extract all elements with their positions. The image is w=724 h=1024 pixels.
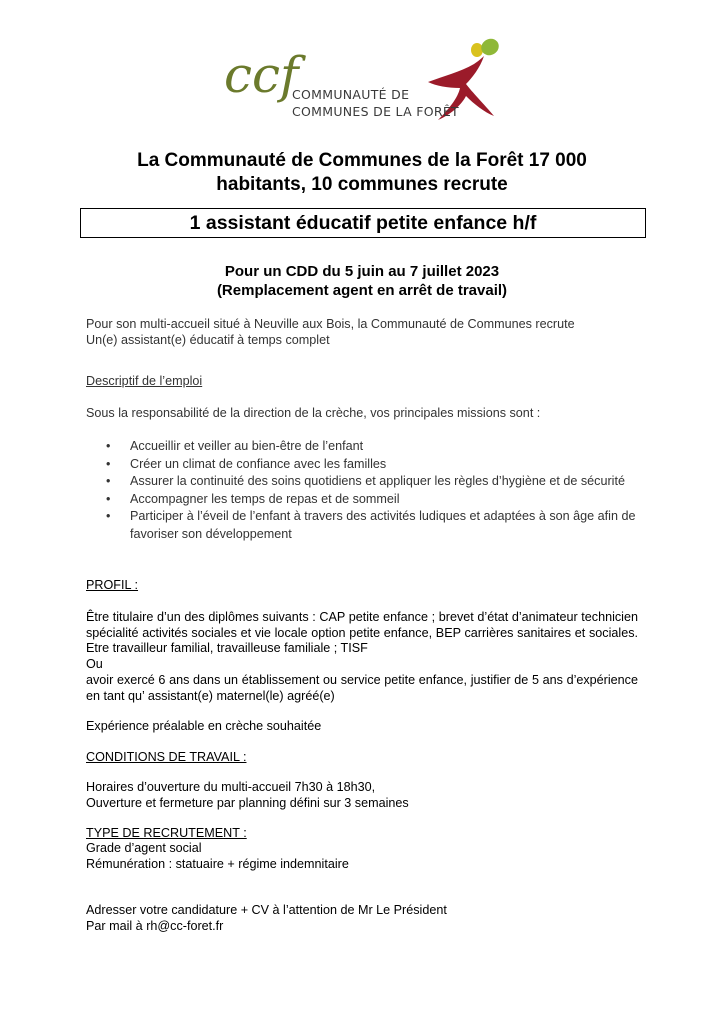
list-item: • Assurer la continuité des soins quotidiens et appliquer les règles d’hygiène et de sécurité	[130, 473, 682, 491]
conditions-heading: CONDITIONS DE TRAVAIL :	[86, 750, 247, 764]
contact-text	[86, 903, 638, 934]
intro-text	[86, 317, 638, 348]
descriptif-heading: Descriptif de l’emploi	[86, 374, 203, 388]
title-line1: La Communauté de Communes de la Forêt 17 000	[137, 150, 587, 171]
list-item: • Accueillir et veiller au bien-être de l’enfant	[130, 438, 682, 456]
title-line2: habitants, 10 communes recrute	[216, 174, 508, 195]
profil-experience-alt: avoir exercé 6 ans dans un établissement ou service petite enfance, justifier de 5 ans d’expérience en tant qu’ assistant(e) maternel(le) agréé(e)	[86, 673, 638, 703]
logo-line1: COMMUNAUTÉ DE	[292, 87, 410, 102]
contact-line1: Adresser votre candidature + CV à l’attention de Mr Le Président	[86, 903, 447, 917]
recrutement-line1: Grade d’agent social	[86, 841, 202, 855]
missions-list	[86, 438, 682, 543]
position-title: 1 assistant éducatif petite enfance h/f	[80, 208, 646, 238]
contract-line1: Pour un CDD du 5 juin au 7 juillet 2023	[224, 263, 500, 280]
profil-experience: Expérience préalable en crèche souhaitée	[86, 719, 322, 733]
logo-monogram: ccf	[224, 46, 299, 104]
profil-ou: Ou	[86, 657, 103, 671]
list-item: • Accompagner les temps de repas et de sommeil	[130, 491, 682, 509]
intro-line1: Pour son multi-accueil situé à Neuville aux Bois, la Communauté de Communes recrute	[86, 317, 575, 331]
contract-info	[40, 262, 684, 300]
list-item: • Créer un climat de confiance avec les familles	[130, 456, 682, 474]
recrutement-line2: Rémunération : statuaire + régime indemnitaire	[86, 856, 349, 871]
logo-figure-head-icon	[471, 43, 483, 57]
descriptif-lead: Sous la responsabilité de la direction de la crèche, vos principales missions sont :	[86, 406, 541, 420]
list-item: • Participer à l’éveil de l’enfant à travers des activités ludiques et adaptées à son âge afin de favoriser son développement	[130, 508, 682, 543]
conditions-text	[86, 780, 638, 811]
contact-line2: Par mail à rh@cc-foret.fr	[86, 918, 224, 933]
profil-heading: PROFIL :	[86, 578, 139, 592]
profil-diplomes: Être titulaire d’un des diplômes suivants : CAP petite enfance ; brevet d’état d’animateur technicien spécialité activités sociales et vie locale option petite enfance, BEP carrières sanitaires et sociales. Etre travailleur familial, travailleuse familiale ; TISF	[86, 610, 638, 655]
logo	[222, 34, 512, 134]
conditions-line2: Ouverture et fermeture par planning défini sur 3 semaines	[86, 795, 409, 810]
intro-line2: Un(e) assistant(e) éducatif à temps complet	[86, 332, 330, 347]
page-title	[40, 149, 684, 197]
logo-line2: COMMUNES DE LA FORÊT	[292, 104, 459, 119]
logo-leaf-icon	[478, 36, 502, 59]
contract-line2: (Remplacement agent en arrêt de travail)	[216, 282, 508, 299]
conditions-line1: Horaires d’ouverture du multi-accueil 7h30 à 18h30,	[86, 780, 376, 794]
recrutement-text	[86, 841, 638, 872]
recrutement-heading: TYPE DE RECRUTEMENT :	[86, 826, 247, 840]
